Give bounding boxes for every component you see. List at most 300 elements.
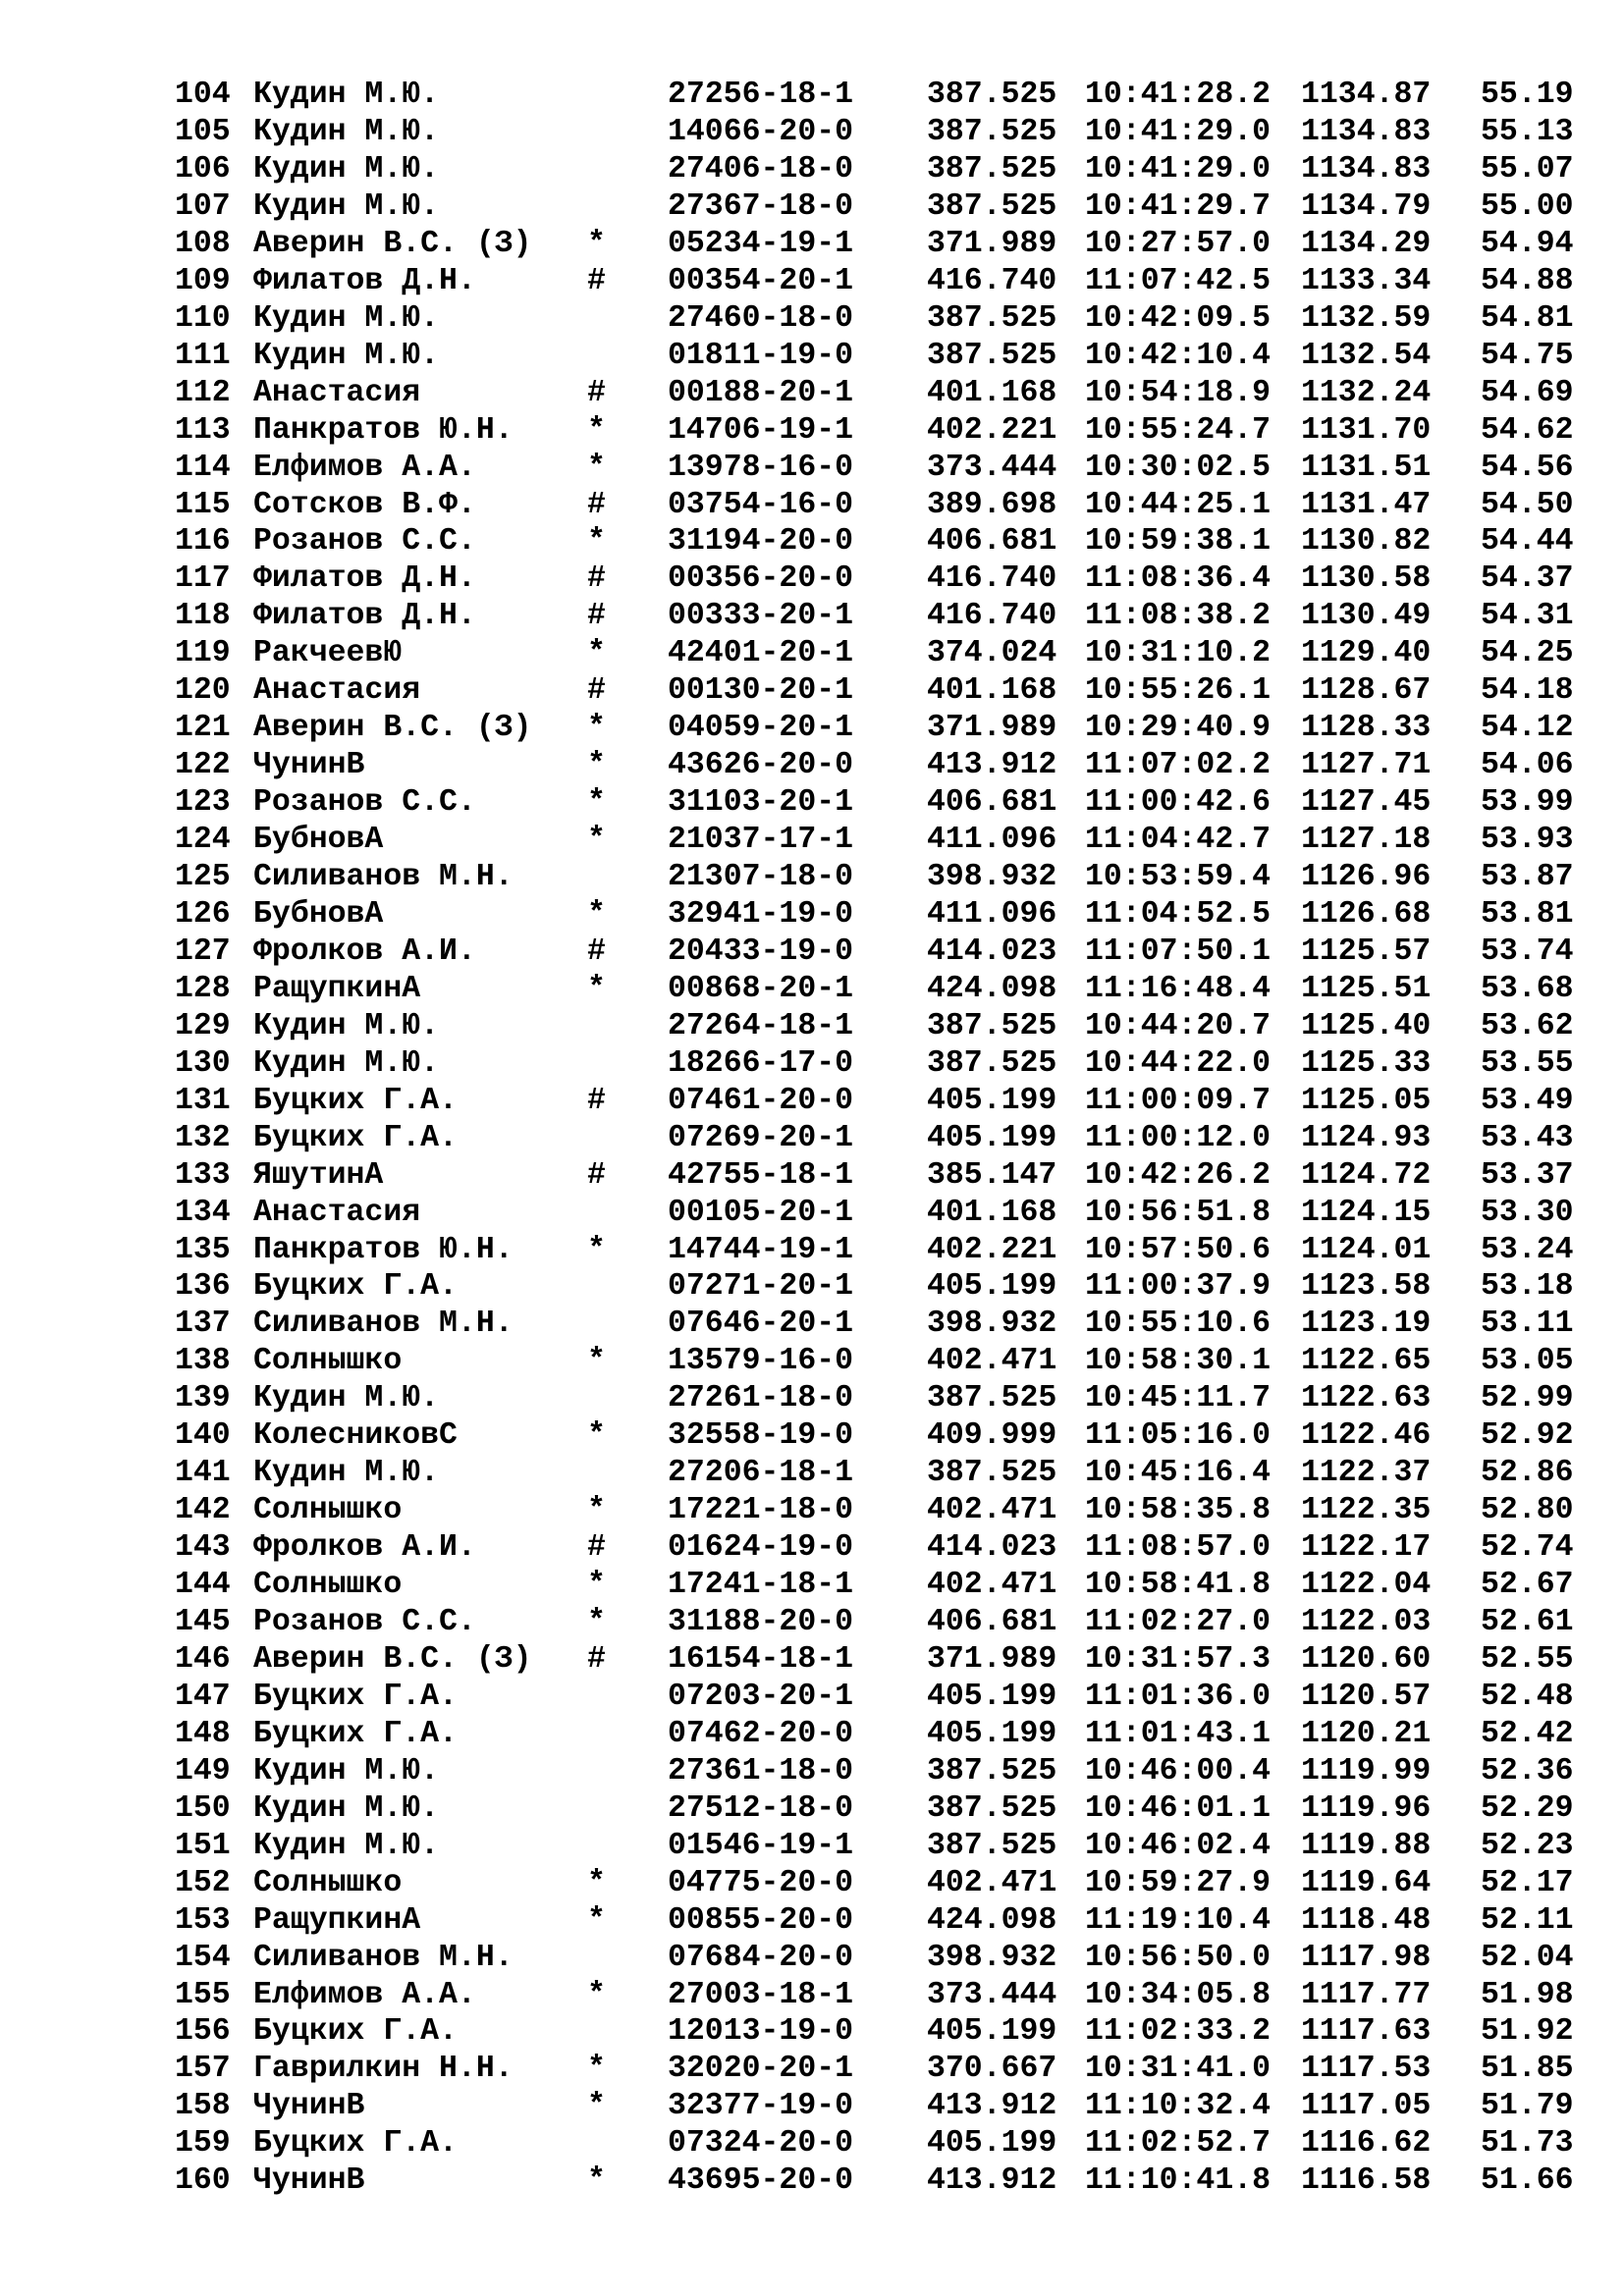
speed: 1134.29: [1301, 226, 1432, 261]
arrival-time: 11:08:36.4: [1085, 561, 1272, 597]
fancier-name: Солнышко: [253, 1865, 403, 1900]
score: 53.99: [1481, 785, 1574, 821]
distance: 371.989: [927, 711, 1057, 746]
distance: 387.525: [927, 1045, 1057, 1081]
distance: 405.199: [927, 1716, 1057, 1751]
distance: 373.444: [927, 1977, 1057, 2012]
arrival-time: 10:42:10.4: [1085, 338, 1272, 373]
speed: 1130.58: [1301, 561, 1432, 597]
score: 53.05: [1481, 1344, 1574, 1379]
distance: 416.740: [927, 263, 1057, 298]
row-mark: *: [587, 971, 606, 1006]
row-number: 160: [175, 2163, 231, 2199]
distance: 405.199: [927, 1120, 1057, 1155]
ring-number: 31194-20-0: [668, 524, 854, 560]
arrival-time: 11:16:48.4: [1085, 971, 1272, 1006]
score: 52.99: [1481, 1381, 1574, 1416]
distance: 401.168: [927, 673, 1057, 709]
arrival-time: 10:27:57.0: [1085, 226, 1272, 261]
score: 53.18: [1481, 1269, 1574, 1305]
arrival-time: 10:41:28.2: [1085, 78, 1272, 112]
result-row: [0, 672, 1624, 710]
result-row: [0, 1716, 1624, 1753]
ring-number: 12013-19-0: [668, 2014, 854, 2050]
arrival-time: 10:44:20.7: [1085, 1008, 1272, 1043]
fancier-name: Сотсков В.Ф.: [253, 487, 476, 522]
ring-number: 00333-20-1: [668, 599, 854, 634]
row-number: 155: [175, 1977, 231, 2012]
speed: 1116.58: [1301, 2163, 1432, 2199]
distance: 387.525: [927, 1008, 1057, 1043]
row-number: 112: [175, 375, 231, 410]
fancier-name: Кудин М.Ю.: [253, 1381, 440, 1416]
fancier-name: Кудин М.Ю.: [253, 188, 440, 224]
result-row: [0, 151, 1624, 188]
fancier-name: БубновА: [253, 896, 384, 932]
arrival-time: 10:41:29.0: [1085, 151, 1272, 187]
fancier-name: Филатов Д.Н.: [253, 263, 476, 298]
row-number: 139: [175, 1381, 231, 1416]
speed: 1122.17: [1301, 1530, 1432, 1566]
speed: 1120.60: [1301, 1641, 1432, 1677]
score: 52.29: [1481, 1790, 1574, 1826]
speed: 1124.01: [1301, 1232, 1432, 1267]
distance: 411.096: [927, 896, 1057, 932]
score: 53.11: [1481, 1307, 1574, 1342]
score: 52.23: [1481, 1828, 1574, 1863]
result-row: [0, 561, 1624, 598]
fancier-name: Анастасия: [253, 375, 421, 410]
ring-number: 07271-20-1: [668, 1269, 854, 1305]
row-mark: *: [587, 2163, 606, 2199]
fancier-name: Кудин М.Ю.: [253, 1456, 440, 1491]
speed: 1131.47: [1301, 487, 1432, 522]
ring-number: 07646-20-1: [668, 1307, 854, 1342]
arrival-time: 10:59:38.1: [1085, 524, 1272, 560]
ring-number: 18266-17-0: [668, 1045, 854, 1081]
score: 52.80: [1481, 1493, 1574, 1528]
row-number: 153: [175, 1902, 231, 1938]
distance: 385.147: [927, 1157, 1057, 1193]
result-row: [0, 598, 1624, 635]
arrival-time: 10:29:40.9: [1085, 711, 1272, 746]
speed: 1122.46: [1301, 1418, 1432, 1454]
speed: 1116.62: [1301, 2126, 1432, 2162]
row-number: 154: [175, 1940, 231, 1975]
distance: 371.989: [927, 226, 1057, 261]
row-number: 116: [175, 524, 231, 560]
score: 52.74: [1481, 1530, 1574, 1566]
score: 54.37: [1481, 561, 1574, 597]
row-number: 151: [175, 1828, 231, 1863]
row-mark: *: [587, 412, 606, 448]
ring-number: 07269-20-1: [668, 1120, 854, 1155]
fancier-name: КолесниковС: [253, 1418, 458, 1454]
arrival-time: 10:31:57.3: [1085, 1641, 1272, 1677]
arrival-time: 10:46:00.4: [1085, 1753, 1272, 1789]
arrival-time: 10:56:50.0: [1085, 1940, 1272, 1975]
ring-number: 27367-18-0: [668, 188, 854, 224]
arrival-time: 10:46:02.4: [1085, 1828, 1272, 1863]
fancier-name: РакчеевЮ: [253, 636, 403, 671]
fancier-name: Розанов С.С.: [253, 1605, 476, 1639]
arrival-time: 10:58:30.1: [1085, 1344, 1272, 1379]
result-row: [0, 2013, 1624, 2051]
result-row: [0, 859, 1624, 896]
speed: 1126.68: [1301, 896, 1432, 932]
result-row: [0, 710, 1624, 747]
result-row: [0, 2088, 1624, 2125]
arrival-time: 11:08:38.2: [1085, 599, 1272, 634]
result-row: [0, 1679, 1624, 1716]
result-row: [0, 523, 1624, 561]
ring-number: 01811-19-0: [668, 338, 854, 373]
fancier-name: Розанов С.С.: [253, 785, 476, 821]
arrival-time: 10:54:18.9: [1085, 375, 1272, 410]
result-row: [0, 450, 1624, 487]
row-mark: *: [587, 2052, 606, 2087]
score: 54.94: [1481, 226, 1574, 261]
speed: 1124.72: [1301, 1157, 1432, 1193]
speed: 1125.33: [1301, 1045, 1432, 1081]
result-row: [0, 1604, 1624, 1641]
speed: 1122.37: [1301, 1456, 1432, 1491]
arrival-time: 10:53:59.4: [1085, 860, 1272, 894]
row-mark: *: [587, 896, 606, 932]
arrival-time: 11:04:42.7: [1085, 823, 1272, 857]
result-row: [0, 338, 1624, 375]
ring-number: 00855-20-0: [668, 1902, 854, 1938]
row-number: 142: [175, 1493, 231, 1528]
score: 53.43: [1481, 1120, 1574, 1155]
ring-number: 07461-20-0: [668, 1083, 854, 1118]
arrival-time: 10:41:29.7: [1085, 188, 1272, 224]
row-mark: #: [587, 263, 606, 298]
arrival-time: 11:05:16.0: [1085, 1418, 1272, 1454]
result-row: [0, 1529, 1624, 1567]
row-mark: *: [587, 524, 606, 560]
score: 52.55: [1481, 1641, 1574, 1677]
ring-number: 13579-16-0: [668, 1344, 854, 1379]
row-mark: *: [587, 711, 606, 746]
fancier-name: Солнышко: [253, 1344, 403, 1379]
speed: 1130.49: [1301, 599, 1432, 634]
speed: 1130.82: [1301, 524, 1432, 560]
fancier-name: Анастасия: [253, 673, 421, 709]
row-number: 152: [175, 1865, 231, 1900]
row-mark: *: [587, 1568, 606, 1602]
fancier-name: Кудин М.Ю.: [253, 78, 440, 112]
distance: 416.740: [927, 561, 1057, 597]
speed: 1119.88: [1301, 1828, 1432, 1863]
speed: 1131.70: [1301, 412, 1432, 448]
fancier-name: БубновА: [253, 823, 384, 857]
ring-number: 04059-20-1: [668, 711, 854, 746]
fancier-name: Буцких Г.А.: [253, 1083, 458, 1118]
result-row: [0, 1008, 1624, 1045]
ring-number: 42755-18-1: [668, 1157, 854, 1193]
speed: 1134.87: [1301, 78, 1432, 112]
speed: 1124.93: [1301, 1120, 1432, 1155]
arrival-time: 11:00:42.6: [1085, 785, 1272, 821]
ring-number: 07684-20-0: [668, 1940, 854, 1975]
arrival-time: 11:19:10.4: [1085, 1902, 1272, 1938]
distance: 370.667: [927, 2052, 1057, 2087]
fancier-name: Буцких Г.А.: [253, 1269, 458, 1305]
distance: 398.932: [927, 1307, 1057, 1342]
speed: 1125.57: [1301, 934, 1432, 969]
result-row: [0, 635, 1624, 672]
score: 55.13: [1481, 115, 1574, 149]
fancier-name: Кудин М.Ю.: [253, 1753, 440, 1789]
arrival-time: 10:31:10.2: [1085, 636, 1272, 671]
speed: 1117.63: [1301, 2014, 1432, 2050]
row-number: 113: [175, 412, 231, 448]
row-number: 141: [175, 1456, 231, 1491]
fancier-name: РащупкинА: [253, 1902, 421, 1938]
result-row: [0, 1120, 1624, 1157]
speed: 1124.15: [1301, 1195, 1432, 1230]
arrival-time: 10:31:41.0: [1085, 2052, 1272, 2087]
row-mark: *: [587, 1977, 606, 2012]
score: 54.06: [1481, 748, 1574, 783]
ring-number: 17221-18-0: [668, 1493, 854, 1528]
row-number: 107: [175, 188, 231, 224]
row-number: 124: [175, 823, 231, 857]
distance: 402.221: [927, 1232, 1057, 1267]
row-number: 110: [175, 300, 231, 336]
distance: 411.096: [927, 823, 1057, 857]
score: 52.11: [1481, 1902, 1574, 1938]
distance: 387.525: [927, 300, 1057, 336]
row-mark: #: [587, 1083, 606, 1118]
arrival-time: 11:01:36.0: [1085, 1679, 1272, 1714]
row-number: 109: [175, 263, 231, 298]
result-row: [0, 188, 1624, 226]
arrival-time: 10:58:41.8: [1085, 1568, 1272, 1602]
fancier-name: Анастасия: [253, 1195, 421, 1230]
row-mark: *: [587, 2089, 606, 2124]
result-row: [0, 1902, 1624, 1940]
arrival-time: 10:57:50.6: [1085, 1232, 1272, 1267]
result-row: [0, 263, 1624, 300]
arrival-time: 11:00:37.9: [1085, 1269, 1272, 1305]
score: 52.67: [1481, 1568, 1574, 1602]
ring-number: 27361-18-0: [668, 1753, 854, 1789]
arrival-time: 10:55:10.6: [1085, 1307, 1272, 1342]
ring-number: 01546-19-1: [668, 1828, 854, 1863]
distance: 402.221: [927, 412, 1057, 448]
arrival-time: 10:44:22.0: [1085, 1045, 1272, 1081]
arrival-time: 11:04:52.5: [1085, 896, 1272, 932]
fancier-name: Кудин М.Ю.: [253, 300, 440, 336]
row-mark: #: [587, 561, 606, 597]
score: 52.36: [1481, 1753, 1574, 1789]
speed: 1125.51: [1301, 971, 1432, 1006]
distance: 402.471: [927, 1865, 1057, 1900]
score: 53.62: [1481, 1008, 1574, 1043]
speed: 1122.35: [1301, 1493, 1432, 1528]
speed: 1129.40: [1301, 636, 1432, 671]
score: 52.61: [1481, 1605, 1574, 1639]
ring-number: 27256-18-1: [668, 78, 854, 112]
speed: 1119.96: [1301, 1790, 1432, 1826]
distance: 374.024: [927, 636, 1057, 671]
fancier-name: Филатов Д.Н.: [253, 599, 476, 634]
arrival-time: 11:10:41.8: [1085, 2163, 1272, 2199]
speed: 1132.54: [1301, 338, 1432, 373]
speed: 1133.34: [1301, 263, 1432, 298]
speed: 1120.21: [1301, 1716, 1432, 1751]
row-number: 123: [175, 785, 231, 821]
row-number: 134: [175, 1195, 231, 1230]
ring-number: 42401-20-1: [668, 636, 854, 671]
score: 54.31: [1481, 599, 1574, 634]
score: 52.42: [1481, 1716, 1574, 1751]
row-mark: *: [587, 1232, 606, 1267]
row-number: 158: [175, 2089, 231, 2124]
ring-number: 27406-18-0: [668, 151, 854, 187]
fancier-name: Гаврилкин Н.Н.: [253, 2052, 514, 2087]
result-row: [0, 1083, 1624, 1120]
score: 54.62: [1481, 412, 1574, 448]
result-row: [0, 1045, 1624, 1083]
result-row: [0, 1195, 1624, 1232]
ring-number: 07203-20-1: [668, 1679, 854, 1714]
result-row: [0, 1380, 1624, 1417]
ring-number: 00354-20-1: [668, 263, 854, 298]
fancier-name: Елфимов А.А.: [253, 1977, 476, 2012]
ring-number: 07462-20-0: [668, 1716, 854, 1751]
result-row: [0, 1865, 1624, 1902]
row-mark: #: [587, 375, 606, 410]
score: 54.18: [1481, 673, 1574, 709]
fancier-name: Силиванов М.Н.: [253, 860, 514, 894]
score: 53.49: [1481, 1083, 1574, 1118]
result-row: [0, 1157, 1624, 1195]
distance: 424.098: [927, 971, 1057, 1006]
row-number: 133: [175, 1157, 231, 1193]
speed: 1122.65: [1301, 1344, 1432, 1379]
fancier-name: Фролков А.И.: [253, 934, 476, 969]
row-mark: #: [587, 1641, 606, 1677]
arrival-time: 10:55:24.7: [1085, 412, 1272, 448]
distance: 406.681: [927, 785, 1057, 821]
score: 54.12: [1481, 711, 1574, 746]
row-number: 117: [175, 561, 231, 597]
ring-number: 32558-19-0: [668, 1418, 854, 1454]
result-row: [0, 1567, 1624, 1604]
arrival-time: 10:41:29.0: [1085, 115, 1272, 149]
distance: 416.740: [927, 599, 1057, 634]
score: 53.30: [1481, 1195, 1574, 1230]
distance: 405.199: [927, 1083, 1057, 1118]
fancier-name: ЧунинВ: [253, 2163, 365, 2199]
ring-number: 00188-20-1: [668, 375, 854, 410]
row-mark: #: [587, 934, 606, 969]
score: 52.86: [1481, 1456, 1574, 1491]
arrival-time: 10:58:35.8: [1085, 1493, 1272, 1528]
fancier-name: Солнышко: [253, 1493, 403, 1528]
row-mark: *: [587, 1493, 606, 1528]
fancier-name: Буцких Г.А.: [253, 2126, 458, 2162]
fancier-name: Буцких Г.А.: [253, 1679, 458, 1714]
row-number: 106: [175, 151, 231, 187]
ring-number: 13978-16-0: [668, 450, 854, 485]
row-number: 129: [175, 1008, 231, 1043]
speed: 1127.18: [1301, 823, 1432, 857]
distance: 387.525: [927, 1790, 1057, 1826]
speed: 1131.51: [1301, 450, 1432, 485]
row-mark: #: [587, 673, 606, 709]
result-row: [0, 1940, 1624, 1977]
row-number: 132: [175, 1120, 231, 1155]
speed: 1125.40: [1301, 1008, 1432, 1043]
ring-number: 32377-19-0: [668, 2089, 854, 2124]
speed: 1132.59: [1301, 300, 1432, 336]
score: 51.92: [1481, 2014, 1574, 2050]
distance: 389.698: [927, 487, 1057, 522]
arrival-time: 11:07:02.2: [1085, 748, 1272, 783]
score: 54.69: [1481, 375, 1574, 410]
result-row: [0, 114, 1624, 151]
score: 53.93: [1481, 823, 1574, 857]
score: 54.25: [1481, 636, 1574, 671]
distance: 414.023: [927, 1530, 1057, 1566]
fancier-name: Кудин М.Ю.: [253, 151, 440, 187]
distance: 413.912: [927, 2163, 1057, 2199]
ring-number: 32020-20-1: [668, 2052, 854, 2087]
fancier-name: Силиванов М.Н.: [253, 1940, 514, 1975]
row-mark: *: [587, 785, 606, 821]
distance: 387.525: [927, 1828, 1057, 1863]
score: 55.19: [1481, 78, 1574, 112]
score: 54.88: [1481, 263, 1574, 298]
fancier-name: Панкратов Ю.Н.: [253, 412, 514, 448]
fancier-name: Кудин М.Ю.: [253, 1008, 440, 1043]
row-number: 147: [175, 1679, 231, 1714]
row-number: 120: [175, 673, 231, 709]
distance: 405.199: [927, 2126, 1057, 2162]
speed: 1119.64: [1301, 1865, 1432, 1900]
row-number: 136: [175, 1269, 231, 1305]
result-row: [0, 1790, 1624, 1828]
row-mark: *: [587, 450, 606, 485]
row-mark: *: [587, 1605, 606, 1639]
fancier-name: Елфимов А.А.: [253, 450, 476, 485]
row-number: 115: [175, 487, 231, 522]
arrival-time: 11:08:57.0: [1085, 1530, 1272, 1566]
result-row: [0, 822, 1624, 859]
distance: 413.912: [927, 748, 1057, 783]
result-row: [0, 1306, 1624, 1343]
ring-number: 20433-19-0: [668, 934, 854, 969]
row-mark: #: [587, 1157, 606, 1193]
row-number: 156: [175, 2014, 231, 2050]
row-mark: *: [587, 226, 606, 261]
fancier-name: Силиванов М.Н.: [253, 1307, 514, 1342]
score: 51.98: [1481, 1977, 1574, 2012]
row-number: 137: [175, 1307, 231, 1342]
ring-number: 31103-20-1: [668, 785, 854, 821]
distance: 405.199: [927, 1269, 1057, 1305]
result-row: [0, 971, 1624, 1008]
ring-number: 00105-20-1: [668, 1195, 854, 1230]
arrival-time: 11:07:50.1: [1085, 934, 1272, 969]
result-row: [0, 1268, 1624, 1306]
speed: 1122.03: [1301, 1605, 1432, 1639]
fancier-name: Кудин М.Ю.: [253, 1045, 440, 1081]
